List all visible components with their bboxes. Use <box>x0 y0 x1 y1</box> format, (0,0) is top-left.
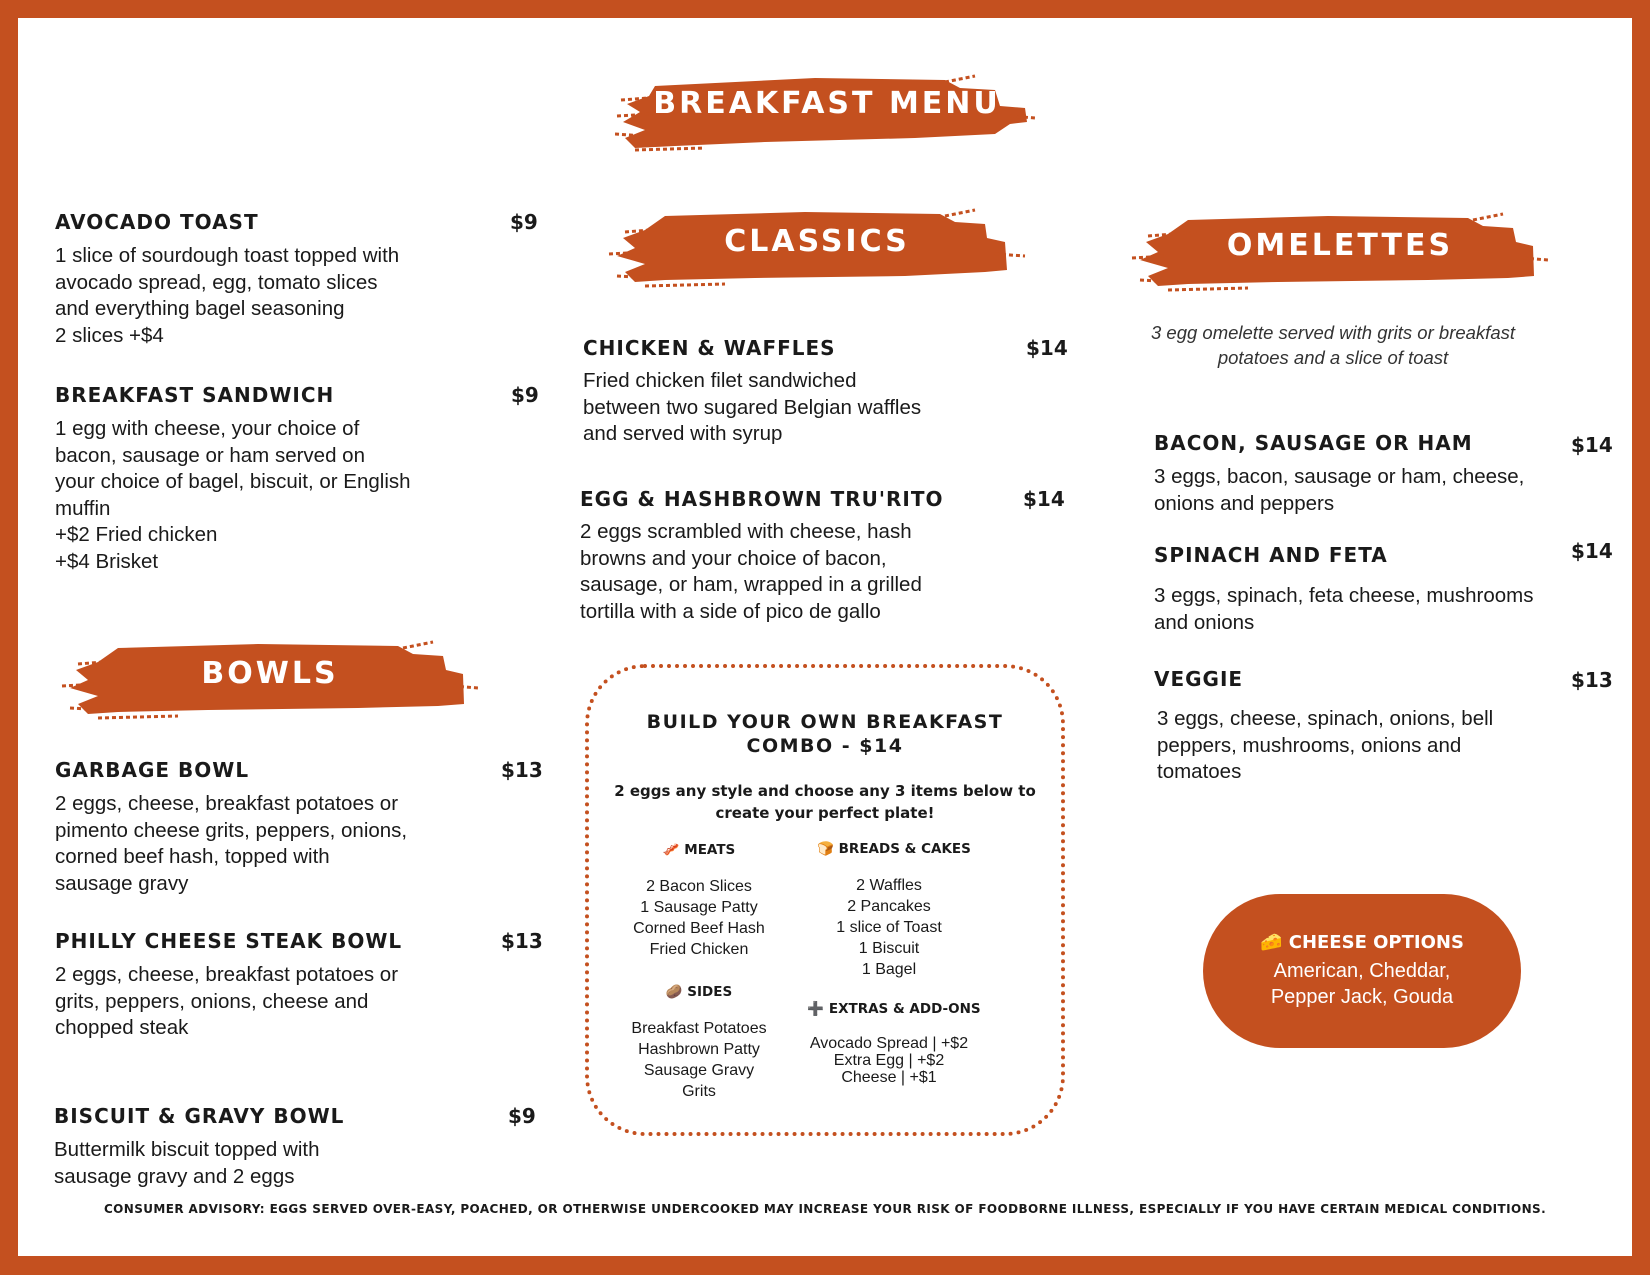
desc-line: 3 eggs, bacon, sausage or ham, cheese, <box>1154 465 1525 488</box>
list-item: 1 Sausage Patty <box>640 899 758 916</box>
desc-line: browns and your choice of bacon, <box>580 546 887 570</box>
desc-line: 2 eggs, cheese, breakfast potatoes or <box>55 792 399 815</box>
extras-heading: ➕ EXTRAS & ADD-ONS <box>807 1001 981 1017</box>
item-name-chicken-waffles: CHICKEN & WAFFLES <box>583 336 836 360</box>
combo-title-line: BUILD YOUR OWN BREAKFAST <box>646 711 1004 733</box>
meats-heading: 🥓 MEATS <box>662 842 736 858</box>
desc-line: between two sugared Belgian waffles <box>583 395 922 419</box>
meats-list <box>609 876 789 960</box>
item-name-breakfast-sandwich: BREAKFAST SANDWICH <box>55 383 335 407</box>
omelettes-banner <box>1128 196 1552 298</box>
desc-line: Fried chicken filet sandwiched <box>583 369 857 392</box>
menu-page <box>18 18 1632 1256</box>
desc-line: chopped steak <box>55 1016 189 1039</box>
combo-subtitle-line: 2 eggs any style and choose any 3 items below to <box>614 782 1036 800</box>
cheese-line: American, Cheddar, <box>1273 960 1451 982</box>
combo-title <box>589 710 1061 758</box>
classics-banner <box>605 192 1029 294</box>
item-price-veggie: $13 <box>1571 668 1613 692</box>
item-name-philly-cheese-steak-bowl: PHILLY CHEESE STEAK BOWL <box>55 929 403 953</box>
desc-line: and served with syrup <box>583 422 783 445</box>
item-price-breakfast-sandwich: $9 <box>511 383 539 407</box>
menu-title: BREAKFAST MENU <box>653 85 1001 121</box>
item-desc-veggie <box>1157 706 1493 786</box>
desc-line: grits, peppers, onions, cheese and <box>55 989 369 1013</box>
combo-box <box>585 664 1065 1136</box>
list-item: Fried Chicken <box>649 941 749 958</box>
desc-line: Buttermilk biscuit topped with <box>54 1138 320 1161</box>
note-line: 3 egg omelette served with grits or breakfast <box>1150 322 1515 343</box>
omelette-note <box>1108 320 1558 370</box>
desc-line: bacon, sausage or ham served on <box>55 443 365 467</box>
list-item: Corned Beef Hash <box>633 920 765 937</box>
desc-line: sausage gravy and 2 eggs <box>54 1164 295 1188</box>
item-price-bacon-sausage-ham: $14 <box>1571 433 1613 457</box>
desc-line: and everything bagel seasoning <box>55 297 345 320</box>
desc-line: peppers, mushrooms, onions and <box>1157 733 1462 757</box>
bowls-title: BOWLS <box>201 655 339 691</box>
sides-heading: 🥔 SIDES <box>665 984 733 1000</box>
item-desc-garbage-bowl <box>55 791 407 897</box>
desc-line: muffin <box>55 496 111 520</box>
item-desc-bacon-sausage-ham <box>1154 464 1524 517</box>
desc-line: tortilla with a side of pico de gallo <box>580 599 881 623</box>
desc-line: +$4 Brisket <box>55 549 159 573</box>
list-item: 1 Biscuit <box>858 940 920 957</box>
item-name-spinach-feta: SPINACH AND FETA <box>1154 543 1388 567</box>
list-item: Sausage Gravy <box>643 1062 755 1079</box>
list-item: Avocado Spread | +$2 <box>809 1035 969 1052</box>
list-item: Breakfast Potatoes <box>631 1020 767 1037</box>
item-name-bacon-sausage-ham: BACON, SAUSAGE OR HAM <box>1154 431 1473 455</box>
item-name-garbage-bowl: GARBAGE BOWL <box>55 758 250 782</box>
cheese-options-badge <box>1203 894 1521 1048</box>
cheese-options-list <box>1203 958 1521 1010</box>
desc-line: 2 slices +$4 <box>55 323 164 347</box>
desc-line: 2 eggs scrambled with cheese, hash <box>580 520 912 543</box>
list-item: Cheese | +$1 <box>841 1069 937 1086</box>
breads-list <box>799 875 979 980</box>
item-price-chicken-waffles: $14 <box>1026 336 1068 360</box>
desc-line: 3 eggs, cheese, spinach, onions, bell <box>1157 707 1494 730</box>
menu-title-banner <box>615 56 1039 158</box>
list-item: 1 slice of Toast <box>836 919 942 936</box>
consumer-advisory: CONSUMER ADVISORY: EGGS SERVED OVER-EASY, POACHED, OR OTHERWISE UNDERCOOKED MAY INCREASE YOUR RISK OF FOODBORNE ILLNESS, ESPECIALLY IF YOU HAVE CERTAIN MEDICAL CONDITIONS. <box>103 1202 1547 1216</box>
bowls-banner <box>58 624 482 726</box>
item-name-veggie: VEGGIE <box>1154 667 1244 691</box>
desc-line: corned beef hash, topped with <box>55 845 330 868</box>
desc-line: 3 eggs, spinach, feta cheese, mushrooms <box>1154 584 1534 607</box>
desc-line: avocado spread, egg, tomato slices <box>55 270 378 294</box>
item-desc-philly-cheese-steak-bowl <box>55 962 398 1042</box>
item-desc-breakfast-sandwich <box>55 416 411 575</box>
item-price-avocado-toast: $9 <box>510 210 538 234</box>
list-item: 2 Bacon Slices <box>646 878 752 895</box>
list-item: 2 Waffles <box>856 877 922 894</box>
sides-list <box>609 1018 789 1102</box>
desc-line: your choice of bagel, biscuit, or English <box>55 470 411 493</box>
desc-line: 1 slice of sourdough toast topped with <box>55 244 400 267</box>
item-desc-chicken-waffles <box>583 368 921 448</box>
omelettes-title: OMELETTES <box>1226 227 1454 263</box>
item-price-philly-cheese-steak-bowl: $13 <box>501 929 543 953</box>
item-price-egg-hashbrown-trurito: $14 <box>1023 487 1065 511</box>
list-item: Hashbrown Patty <box>638 1041 760 1058</box>
desc-line: +$2 Fried chicken <box>55 523 218 546</box>
item-desc-avocado-toast <box>55 243 399 349</box>
desc-line: onions and peppers <box>1154 491 1335 515</box>
desc-line: 2 eggs, cheese, breakfast potatoes or <box>55 963 399 986</box>
item-name-egg-hashbrown-trurito: EGG & HASHBROWN TRU'RITO <box>580 487 944 511</box>
desc-line: and onions <box>1154 610 1255 634</box>
item-desc-egg-hashbrown-trurito <box>580 519 922 625</box>
item-name-avocado-toast: AVOCADO TOAST <box>55 210 259 234</box>
item-price-biscuit-gravy-bowl: $9 <box>508 1104 536 1128</box>
item-desc-biscuit-gravy-bowl <box>54 1137 319 1190</box>
desc-line: pimento cheese grits, peppers, onions, <box>55 818 408 842</box>
cheese-line: Pepper Jack, Gouda <box>1270 986 1454 1008</box>
combo-subtitle-line: create your perfect plate! <box>715 804 935 822</box>
combo-subtitle <box>589 780 1061 824</box>
list-item: 2 Pancakes <box>847 898 931 915</box>
list-item: Grits <box>682 1083 716 1100</box>
breads-heading: 🍞 BREADS & CAKES <box>817 841 971 857</box>
desc-line: tomatoes <box>1157 760 1242 783</box>
note-line: potatoes and a slice of toast <box>1217 347 1449 368</box>
desc-line: 1 egg with cheese, your choice of <box>55 417 360 440</box>
item-desc-spinach-feta <box>1154 583 1533 636</box>
list-item: 1 Bagel <box>861 961 917 978</box>
item-price-spinach-feta: $14 <box>1571 539 1613 563</box>
combo-title-line: COMBO - $14 <box>746 735 904 757</box>
desc-line: sausage gravy <box>55 871 189 895</box>
desc-line: sausage, or ham, wrapped in a grilled <box>580 573 922 596</box>
extras-list <box>779 1035 999 1086</box>
classics-title: CLASSICS <box>724 223 910 259</box>
list-item: Extra Egg | +$2 <box>833 1052 945 1069</box>
item-price-garbage-bowl: $13 <box>501 758 543 782</box>
cheese-options-heading: 🧀 CHEESE OPTIONS <box>1260 932 1464 953</box>
item-name-biscuit-gravy-bowl: BISCUIT & GRAVY BOWL <box>54 1104 345 1128</box>
